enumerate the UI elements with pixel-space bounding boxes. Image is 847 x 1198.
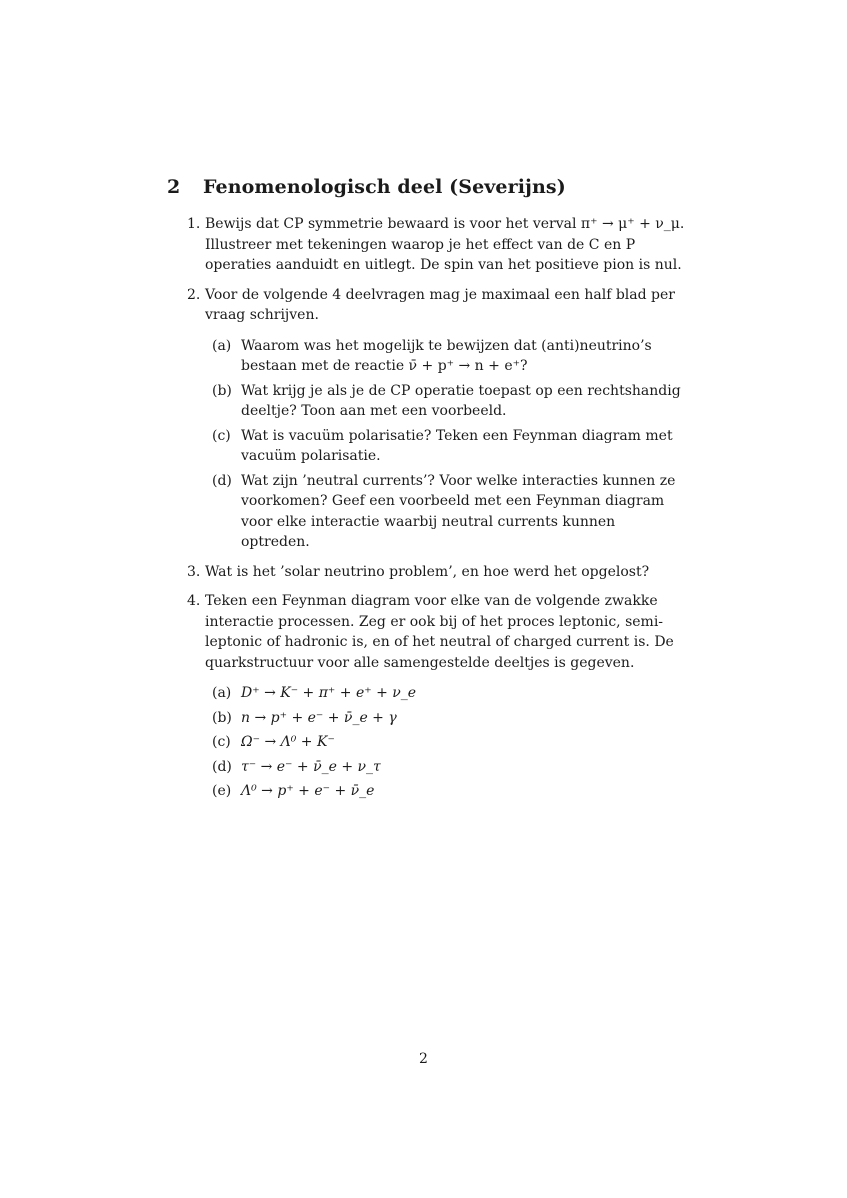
subquestion-text: Wat is vacuüm polarisatie? Teken een Feynman diagram met vacuüm polarisatie. xyxy=(241,427,673,464)
section-heading xyxy=(167,176,566,198)
subquestion-text: Waarom was het mogelijk te bewijzen dat (anti)neutrino’s bestaan met de reactie ν̄ + p⁺ → n + e⁺? xyxy=(241,337,652,374)
reaction-equation: Ω⁻ → Λ⁰ + K⁻ xyxy=(241,734,335,750)
reaction-equation: n → p⁺ + e⁻ + ν̄_e + γ xyxy=(241,709,397,726)
subquestion-item xyxy=(205,757,687,778)
question-text: Teken een Feynman diagram voor elke van de volgende zwakke interactie processen. Zeg er ook bij of het proces leptonic, semi-leptonic of hadronic is, en of het neutral of charged current is. De quarkstructuur voor alle samengestelde deeltjes is gegeven. xyxy=(205,593,674,671)
subquestion-item xyxy=(205,336,687,377)
question-number: 4. xyxy=(187,593,201,609)
question-item xyxy=(167,562,687,583)
question-number: 2. xyxy=(187,286,201,303)
subquestion-label: (d) xyxy=(212,758,232,775)
subquestion-text: Wat zijn ’neutral currents’? Voor welke interacties kunnen ze voorkomen? Geef een voorbeeld met een Feynman diagram voor elke interactie waarbij neutral currents kunnen optreden. xyxy=(241,472,676,550)
question-text: Bewijs dat CP symmetrie bewaard is voor het verval π⁺ → μ⁺ + ν_μ. Illustreer met tekeningen waarop je het effect van de C en P operaties aanduidt en uitlegt. De spin van het positieve pion is nul. xyxy=(205,216,685,273)
question-item xyxy=(167,285,687,553)
subquestion-item xyxy=(205,471,687,553)
section-title: Fenomenologisch deel (Severijns) xyxy=(203,176,566,198)
subquestion-item xyxy=(205,781,687,802)
subquestion-item xyxy=(205,381,687,422)
subquestion-item xyxy=(205,683,687,704)
question-text: Voor de volgende 4 deelvragen mag je maximaal een half blad per vraag schrijven. xyxy=(205,286,675,323)
subquestion-label: (d) xyxy=(212,472,232,489)
subquestion-label: (c) xyxy=(212,734,231,750)
section-number: 2 xyxy=(167,176,181,198)
subquestion-label: (b) xyxy=(212,709,232,726)
question-item xyxy=(167,214,687,276)
question-number: 3. xyxy=(187,563,201,580)
subquestion-label: (a) xyxy=(212,337,232,354)
reaction-equation: Λ⁰ → p⁺ + e⁻ + ν̄_e xyxy=(241,783,375,799)
question-number: 1. xyxy=(187,216,201,232)
reaction-equation: D⁺ → K⁻ + π⁺ + e⁺ + ν_e xyxy=(241,685,417,701)
subquestion-label: (c) xyxy=(212,427,231,444)
page-number: 2 xyxy=(419,1051,428,1067)
question-list xyxy=(167,214,687,811)
subquestion-list xyxy=(205,683,687,802)
subquestion-label: (a) xyxy=(212,685,232,701)
subquestion-list xyxy=(205,336,687,553)
subquestion-item xyxy=(205,732,687,753)
subquestion-item xyxy=(205,708,687,729)
subquestion-text: Wat krijg je als je de CP operatie toepast op een rechtshandig deeltje? Toon aan met een voorbeeld. xyxy=(241,382,681,419)
question-text: Wat is het ’solar neutrino problem’, en hoe werd het opgelost? xyxy=(205,563,650,580)
question-item xyxy=(167,591,687,802)
subquestion-label: (b) xyxy=(212,382,232,399)
reaction-equation: τ⁻ → e⁻ + ν̄_e + ν_τ xyxy=(241,758,381,775)
subquestion-item xyxy=(205,426,687,467)
subquestion-label: (e) xyxy=(212,783,232,799)
